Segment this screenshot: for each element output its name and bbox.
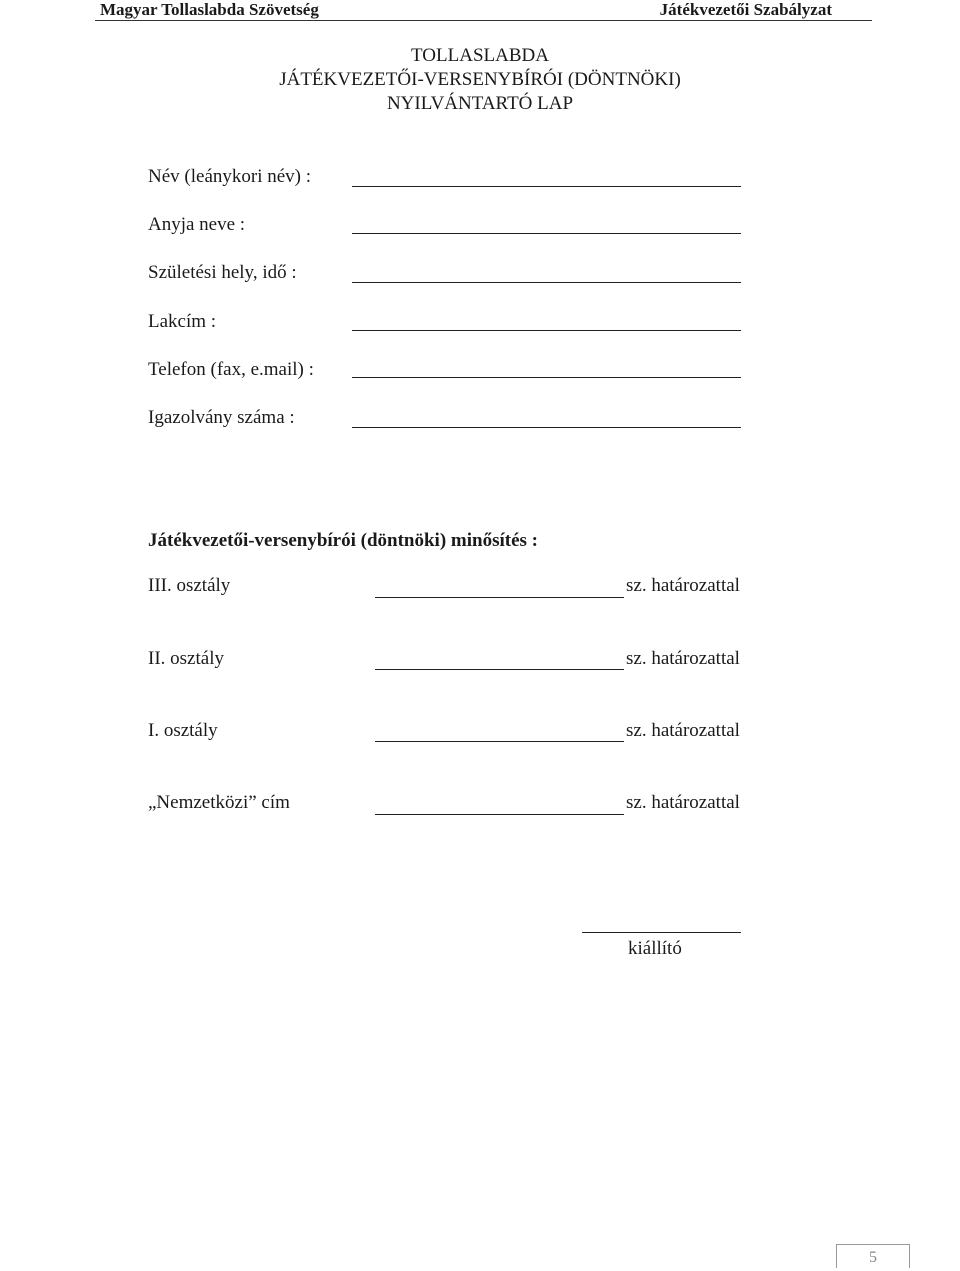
field-line-address[interactable] <box>352 330 741 331</box>
grade-label-international: „Nemzetközi” cím <box>148 792 290 813</box>
field-label-mother-name: Anyja neve : <box>148 214 246 235</box>
field-label-name: Név (leánykori név) : <box>148 166 312 187</box>
grade-suffix-2: sz. határozattal <box>626 648 740 669</box>
grade-suffix-3: sz. határozattal <box>626 575 740 596</box>
field-label-birth: Születési hely, idő : <box>148 262 297 283</box>
signature-line[interactable] <box>582 932 741 933</box>
field-line-id-number[interactable] <box>352 427 741 428</box>
page-number: 5 <box>836 1244 910 1268</box>
grade-line-1[interactable] <box>375 741 624 742</box>
title-line-3: NYILVÁNTARTÓ LAP <box>386 93 574 114</box>
title-line-2: JÁTÉKVEZETŐI-VERSENYBÍRÓI (DÖNTNÖKI) <box>279 69 681 90</box>
field-line-name[interactable] <box>352 186 741 187</box>
grade-label-2: II. osztály <box>148 648 224 669</box>
field-label-id-number: Igazolvány száma : <box>148 407 295 428</box>
qualification-heading: Játékvezetői-versenybírói (döntnöki) minősítés : <box>148 530 538 551</box>
header-document-name: Játékvezetői Szabályzat <box>659 0 832 19</box>
signature-label: kiállító <box>628 938 682 959</box>
header-organization: Magyar Tollaslabda Szövetség <box>100 0 319 19</box>
field-line-phone[interactable] <box>352 377 741 378</box>
grade-line-international[interactable] <box>375 814 624 815</box>
title-line-1: TOLLASLABDA <box>411 45 549 66</box>
field-label-phone: Telefon (fax, e.mail) : <box>148 359 314 380</box>
field-line-mother-name[interactable] <box>352 233 741 234</box>
field-label-address: Lakcím : <box>148 311 217 332</box>
grade-label-3: III. osztály <box>148 575 231 596</box>
grade-label-1: I. osztály <box>148 720 218 741</box>
grade-line-2[interactable] <box>375 669 624 670</box>
grade-suffix-1: sz. határozattal <box>626 720 740 741</box>
form-title <box>0 44 960 116</box>
header-rule <box>95 20 872 21</box>
field-line-birth[interactable] <box>352 282 741 283</box>
grade-line-3[interactable] <box>375 597 624 598</box>
grade-suffix-international: sz. határozattal <box>626 792 740 813</box>
